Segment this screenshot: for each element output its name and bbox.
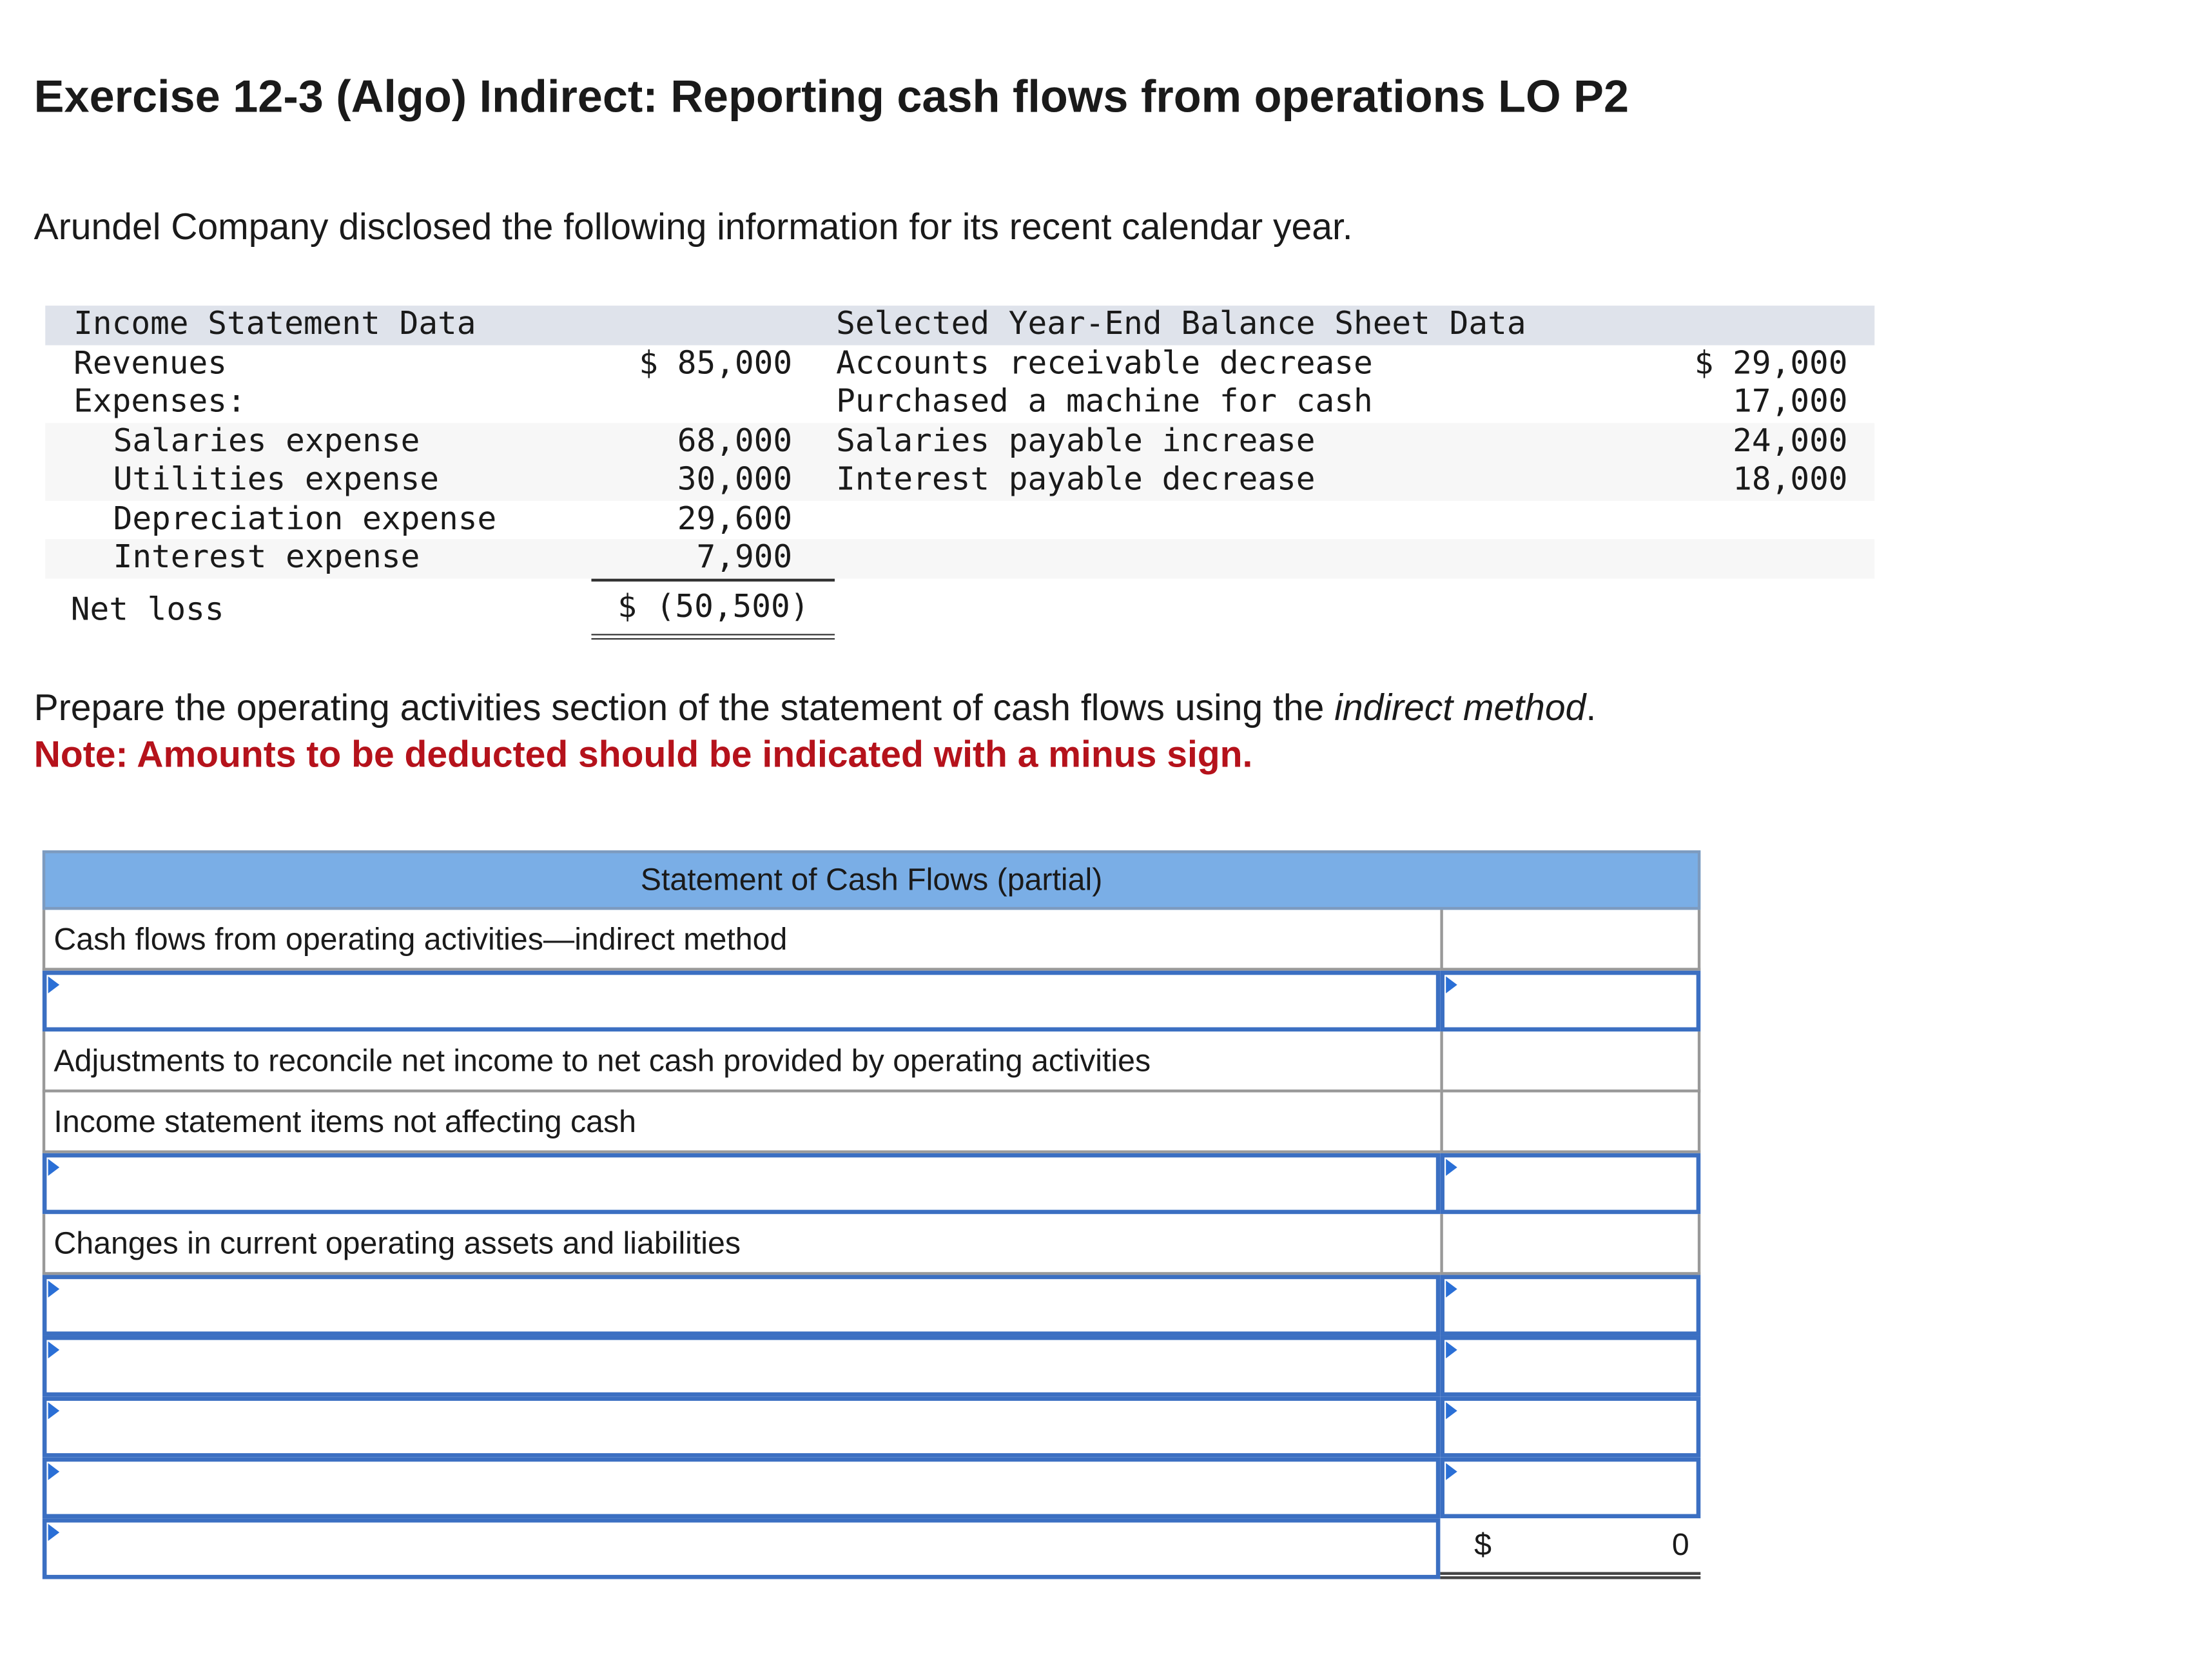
subtotal-rule <box>591 579 835 581</box>
exercise-title: Exercise 12-3 (Algo) Indirect: Reporting cash flows from operations LO P2 <box>34 70 1629 122</box>
input-row <box>43 1458 1700 1518</box>
changes-label: Changes in current operating assets and liabilities <box>43 1214 1441 1275</box>
balance-item-value: 18,000 <box>1733 461 1848 498</box>
total-value: 0 <box>1671 1527 1689 1563</box>
line-item-select[interactable] <box>43 1275 1441 1336</box>
dropdown-marker-icon <box>1446 1342 1457 1358</box>
given-data-table <box>45 306 1874 629</box>
exercise-intro: Arundel Company disclosed the following information for its recent calendar year. <box>34 205 1353 248</box>
amount-input[interactable] <box>1440 1153 1700 1214</box>
input-row <box>43 1396 1700 1457</box>
dropdown-marker-icon <box>1446 976 1457 993</box>
dropdown-marker-icon <box>48 1280 60 1297</box>
expense-value: 68,000 <box>677 422 793 460</box>
dropdown-marker-icon <box>48 1159 60 1176</box>
expense-label: Utilities expense <box>113 461 440 498</box>
dropdown-marker-icon <box>48 1402 60 1419</box>
instructions-text: Prepare the operating activities section of the statement of cash flows using the <box>34 686 1335 729</box>
amount-input[interactable] <box>1440 971 1700 1031</box>
line-item-select[interactable] <box>43 1396 1441 1457</box>
total-rule <box>591 634 835 640</box>
minus-sign-note: Note: Amounts to be deducted should be indicated with a minus sign. <box>34 732 1253 776</box>
instructions <box>34 687 1597 730</box>
empty-amount-cell <box>1440 910 1700 970</box>
balance-item-label: Salaries payable increase <box>836 422 1316 460</box>
balance-sheet-header: Selected Year-End Balance Sheet Data <box>836 306 1526 343</box>
statement-header: Statement of Cash Flows (partial) <box>43 850 1700 910</box>
adjustments-label: Adjustments to reconcile net income to net cash provided by operating activities <box>43 1031 1441 1092</box>
line-item-select[interactable] <box>43 1336 1441 1396</box>
balance-item-value: 24,000 <box>1733 422 1848 460</box>
total-row <box>43 1518 1700 1579</box>
input-row <box>43 1336 1700 1396</box>
section-label: Cash flows from operating activities—indirect method <box>43 910 1441 970</box>
amount-input[interactable] <box>1440 1336 1700 1396</box>
total-amount <box>1440 1518 1700 1579</box>
expenses-label: Expenses: <box>73 383 246 420</box>
revenues-label: Revenues <box>73 344 228 382</box>
expense-value: 30,000 <box>677 461 793 498</box>
balance-item-value: 17,000 <box>1733 383 1848 420</box>
expense-label: Interest expense <box>113 539 420 576</box>
table-row <box>43 1214 1700 1275</box>
instructions-end: . <box>1586 686 1597 729</box>
net-loss-label: Net loss <box>70 591 224 629</box>
amount-input[interactable] <box>1440 1458 1700 1518</box>
balance-item-label: Purchased a machine for cash <box>836 383 1373 420</box>
expense-label: Depreciation expense <box>113 500 497 537</box>
line-item-select[interactable] <box>43 1153 1441 1214</box>
empty-amount-cell <box>1440 1092 1700 1153</box>
table-row <box>43 1031 1700 1092</box>
dropdown-marker-icon <box>48 976 60 993</box>
input-row <box>43 1275 1700 1336</box>
dropdown-marker-icon <box>48 1342 60 1358</box>
expense-value: 7,900 <box>696 539 793 576</box>
total-line-item-select[interactable] <box>43 1518 1441 1579</box>
noncash-items-label: Income statement items not affecting cash <box>43 1092 1441 1153</box>
empty-amount-cell <box>1440 1031 1700 1092</box>
line-item-select[interactable] <box>43 971 1441 1031</box>
balance-item-value: $ 29,000 <box>1694 344 1848 382</box>
balance-item-label: Accounts receivable decrease <box>836 344 1373 382</box>
dropdown-marker-icon <box>1446 1402 1457 1419</box>
table-row <box>43 1092 1700 1153</box>
dropdown-marker-icon <box>1446 1463 1457 1480</box>
revenues-value: $ 85,000 <box>639 344 793 382</box>
input-row <box>43 1153 1700 1214</box>
balance-item-label: Interest payable decrease <box>836 461 1316 498</box>
dropdown-marker-icon <box>1446 1159 1457 1176</box>
line-item-select[interactable] <box>43 1458 1441 1518</box>
instructions-emphasis: indirect method <box>1334 686 1586 729</box>
net-loss-value: $ (50,500) <box>617 589 810 626</box>
dropdown-marker-icon <box>48 1463 60 1480</box>
cash-flow-statement-table <box>43 850 1700 1579</box>
empty-amount-cell <box>1440 1214 1700 1275</box>
income-statement-header: Income Statement Data <box>73 306 476 343</box>
expense-label: Salaries expense <box>113 422 420 460</box>
currency-symbol: $ <box>1474 1527 1492 1563</box>
amount-input[interactable] <box>1440 1275 1700 1336</box>
dropdown-marker-icon <box>1446 1280 1457 1297</box>
amount-input[interactable] <box>1440 1396 1700 1457</box>
table-row <box>43 910 1700 970</box>
dropdown-marker-icon <box>48 1524 60 1541</box>
input-row <box>43 971 1700 1031</box>
expense-value: 29,600 <box>677 500 793 537</box>
